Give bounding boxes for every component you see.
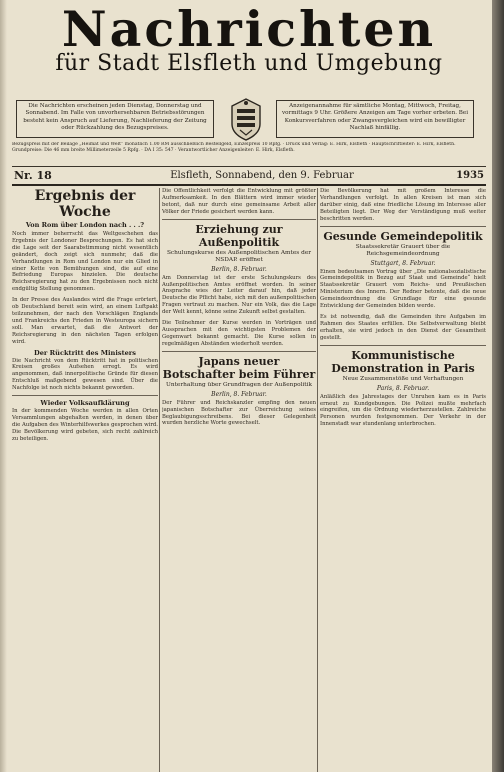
- article-kicker: Staatssekretär Grauert über die Reichsgemeindeordnung: [355, 243, 451, 257]
- article-kicker: Unterhaltung über Grundfragen der Außenpolitik: [165, 381, 313, 388]
- article-paragraph: Einen bedeutsamen Vortrag über „Die nationalsozialistische Gemeindepolitik in Bezug auf Staat und Gemeinde“ hielt Staatssekretär Grauert vom Reichs- und Preußischen Ministerium des Innern. Der Redner betonte, daß die neue Gemeindeordnung die Grundlage für eine gesunde Entwicklung der Gemeinden bilden werde.: [320, 268, 486, 310]
- column-rule: [159, 188, 160, 772]
- article-paragraph: Die Nachricht von dem Rücktritt hat in politischen Kreisen großes Aufsehen erregt. Es wird angenommen, daß innerpolitische Gründe für diesen Entschluß maßgebend gewesen sind. Über die Nachfolge ist noch nichts bekannt geworden.: [12, 357, 158, 392]
- article-paragraph: Noch immer beherrscht das Weltgeschehen das Ergebnis der Londoner Besprechungen. Es hat sich die Lage seit der Saarabstimmung nicht wesentlich geändert, doch zeigt sich nunmehr, daß die Verhandlungen in Rom und London nur ein Glied in einer Kette von Bemühungen sind, die auf eine Befriedung Europas hinzielen. Die deutsche Reichsregierung hat zu den Ergebnissen noch nicht endgültig Stellung genommen.: [12, 231, 158, 293]
- masthead-title: Nachrichten: [61, 0, 437, 58]
- headline-foreign-policy: Erziehung zur Außenpolitik: [195, 222, 283, 249]
- publication-info-box: Die Nachrichten erscheinen jeden Dienstag, Donnerstag und Sonnabend. Im Falle von unvorhersehbaren Betriebsstörungen besteht kein Anspruch auf Lieferung, Nachlieferung der Zeitung oder Rückzahlung des Bezugspreises.: [16, 100, 214, 138]
- issue-date: Elsfleth, Sonnabend, den 9. Februar: [170, 170, 354, 181]
- article-paragraph: In der Presse des Auslandes wird die Frage erörtert, ob Deutschland bereit sein wird, an einem Luftpakt teilzunehmen, der nach den Vorschlägen Englands und Frankreichs den Frieden in Westeuropa sichern soll. Man erwartet, daß die Antwort der Reichsregierung in den nächsten Tagen erfolgen wird.: [12, 297, 158, 345]
- subscription-imprint-bar: Bezugspreis mit der Beilage „Heimat und Welt“ monatlich 1.00 RM ausschließlich Bestellgeld, Einzelpreis 10 Rpfg. · Druck und Verlag: E. Hirk, Elsfleth · Hauptschriftleiter: E. Hirk, Elsfleth. Grundpreise: Die 46 mm breite Millimeterzeile 5 Rpfg. · DA I 35: 547 · Verantwortlicher Anzeigenleiter: E. Hirk, Elsfleth.: [12, 142, 486, 167]
- article-paragraph: Der Führer und Reichskanzler empfing den neuen japanischen Botschafter zur Überreichung seines Beglaubigungsschreibens. Bei dieser Gelegenheit wurden herzliche Worte gewechselt.: [162, 399, 316, 427]
- headline-japan-ambassador: Japans neuer Botschafter beim Führer: [162, 354, 316, 381]
- section-heading: Der Rücktritt des Ministers: [33, 348, 136, 357]
- article-dateline: Stuttgart, 8. Februar.: [370, 259, 436, 267]
- page-edge-shadow: [0, 0, 7, 772]
- headline-week-result: Ergebnis der Woche: [34, 188, 136, 220]
- issue-bar: [12, 168, 486, 186]
- advertising-info-box: Anzeigenannahme für sämtliche Montag, Mittwoch, Freitag, vormittags 9 Uhr. Größere Anzeigen am Tage vorher erbeten. Bei Konkursverfahren oder Zwangsvergleichen wird ein bewilligter Nachlaß hinfällig.: [276, 100, 474, 138]
- article-dateline: Paris, 8. Februar.: [376, 384, 430, 392]
- masthead-subtitle: für Stadt Elsfleth und Umgebung: [55, 51, 443, 76]
- article-kicker: Schulungskurse des Außenpolitischen Amtes der NSDAP. eröffnet: [166, 249, 312, 263]
- town-crest-icon: [226, 96, 266, 142]
- article-paragraph: Anläßlich des Jahrestages der Unruhen kam es in Paris erneut zu Kundgebungen. Die Polizei mußte mehrfach eingreifen, um die Ordnung wiederherzustellen. Zahlreiche Personen wurden festgenommen. Der Verkehr in der Innenstadt war stundenlang unterbrochen.: [320, 393, 486, 428]
- column-1: [12, 188, 158, 772]
- headline-municipal-policy: Gesunde Gemeindepolitik: [323, 229, 483, 243]
- article-kicker: Von Rom über London nach . . .?: [25, 221, 145, 229]
- article-kicker: Neue Zusammenstöße und Verhaftungen: [342, 375, 464, 382]
- headline-paris-demonstration: Kommunistische Demonstration in Paris: [331, 348, 475, 375]
- issue-year: 1935: [456, 170, 484, 181]
- issue-number: Nr. 18: [14, 169, 52, 182]
- article-paragraph: Die Öffentlichkeit verfolgt die Entwicklung mit größter Aufmerksamkeit. In den Blättern wird immer wieder betont, daß nur durch eine gemeinsame Arbeit aller Völker der Friede gesichert werden kann.: [162, 188, 316, 215]
- article-paragraph: Die Teilnehmer der Kurse werden in Vorträgen und Aussprachen mit den wichtigsten Problemen der Gegenwart bekannt gemacht. Die Kurse sollen in regelmäßigen Abständen wiederholt werden.: [162, 320, 316, 347]
- column-2: [162, 188, 316, 772]
- article-paragraph: Am Donnerstag ist der erste Schulungskurs des Außenpolitischen Amtes eröffnet worden. In seiner Ansprache wies der Leiter darauf hin, daß jeder Deutsche die Pflicht habe, sich mit den außenpolitischen Fragen vertraut zu machen. Nur ein Volk, das die Lage der Welt kennt, könne seine Zukunft selbst gestalten.: [162, 274, 316, 316]
- article-dateline: Berlin, 8. Februar.: [211, 265, 267, 273]
- article-paragraph: Die Bevölkerung hat mit großem Interesse die Verhandlungen verfolgt. In allen Kreisen ist man sich darüber einig, daß eine friedliche Lösung im Interesse aller Beteiligten liegt. Der Weg der Verständigung muß weiter beschritten werden.: [320, 188, 486, 222]
- section-heading: Wieder Volksaufklärung: [40, 399, 130, 408]
- article-paragraph: In der kommenden Woche werden in allen Orten Versammlungen abgehalten werden, in denen über die Aufgaben des Winterhilfswerkes gesprochen wird. Die Bevölkerung wird gebeten, sich recht zahlreich zu beteiligen.: [12, 408, 158, 442]
- article-dateline: Berlin, 8. Februar.: [211, 390, 267, 398]
- column-3: [320, 188, 486, 772]
- binding-spine: [492, 0, 504, 772]
- article-paragraph: Es ist notwendig, daß die Gemeinden ihre Aufgaben im Rahmen des Staates erfüllen. Die Selbstverwaltung bleibt erhalten, sie wird jedoch in den Dienst der Gesamtheit gestellt.: [320, 313, 486, 341]
- column-rule: [317, 188, 318, 772]
